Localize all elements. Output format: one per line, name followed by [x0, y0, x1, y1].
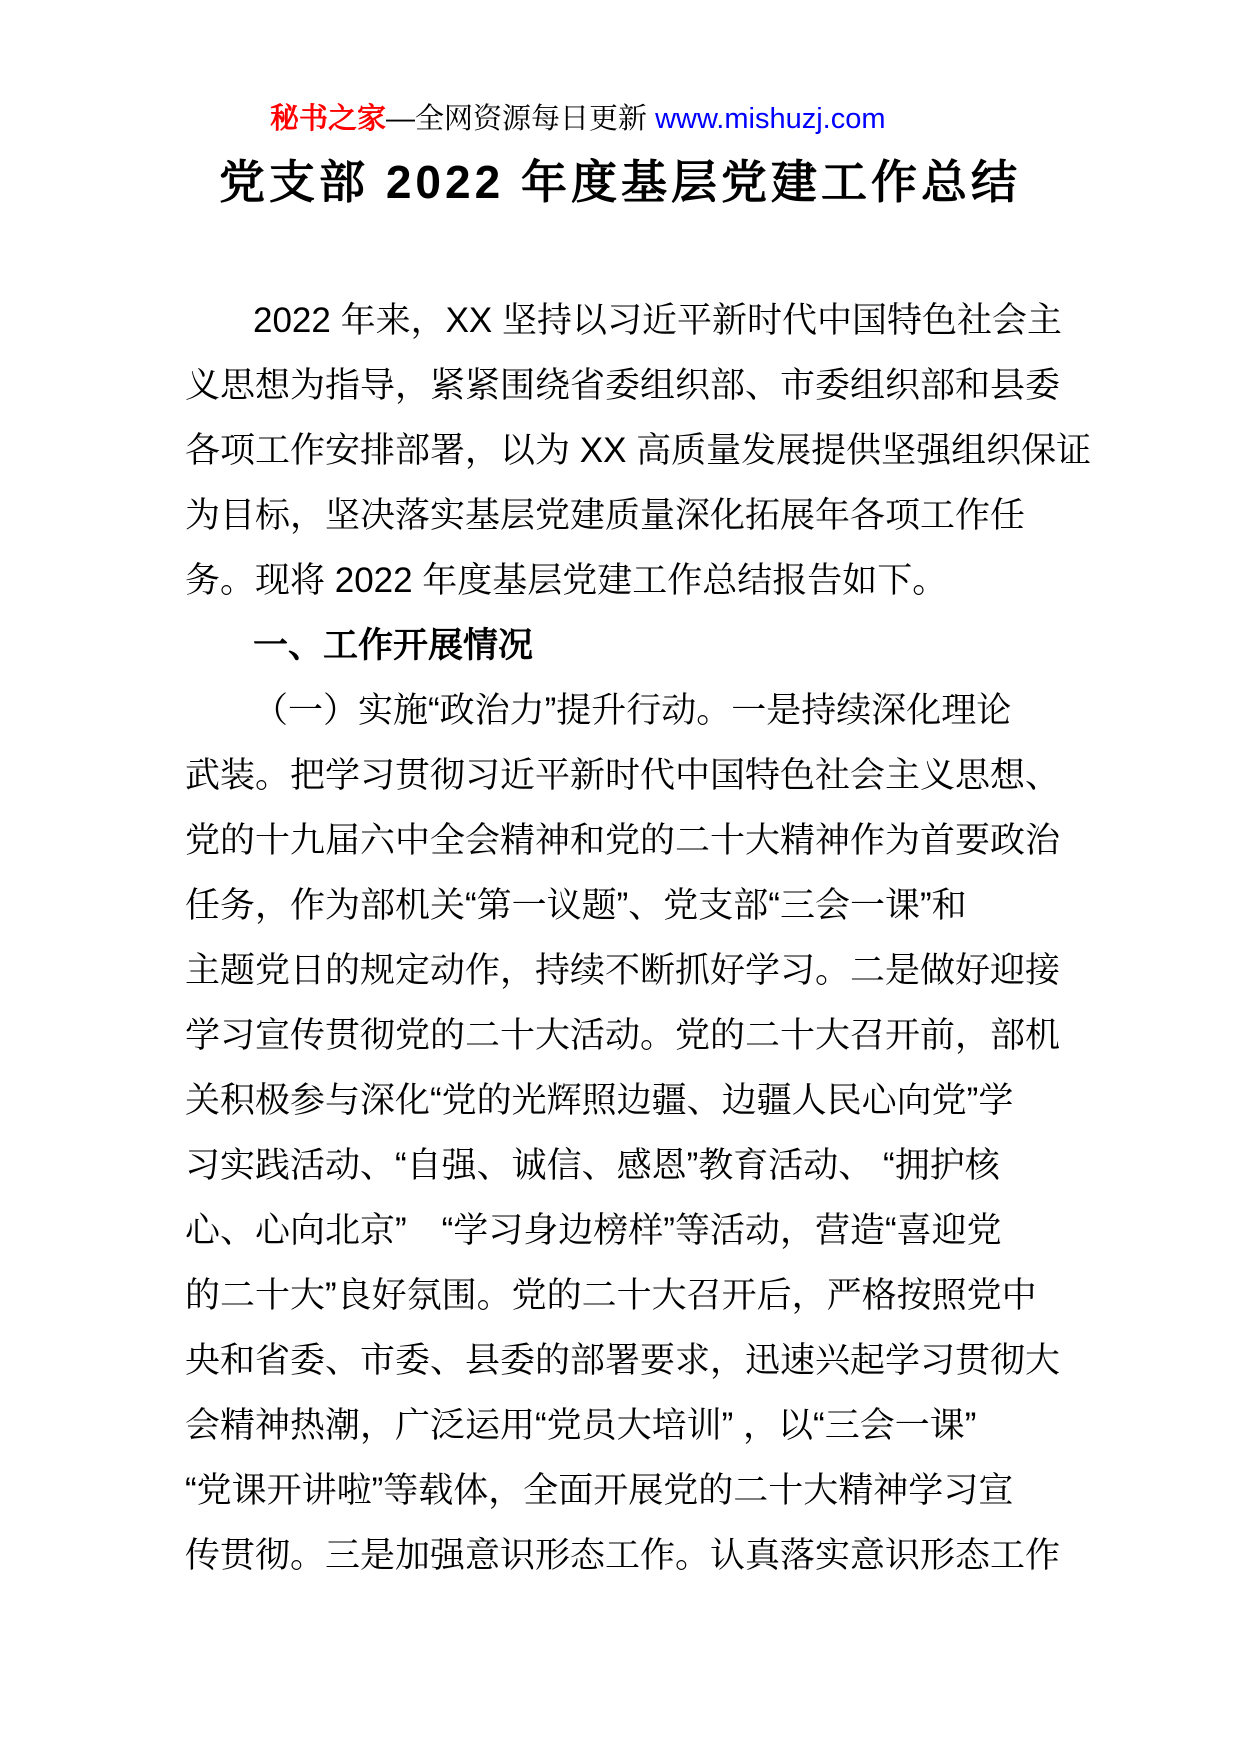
paragraph2-line: 习实践活动、“自强、诚信、感恩”教育活动、 “拥护核 — [185, 1146, 1000, 1185]
site-url-link[interactable]: www.mishuzj.com — [655, 103, 886, 135]
document-title: 党支部 2022 年度基层党建工作总结 — [219, 156, 1021, 208]
paragraph2-line: 武装。把学习贯彻习近平新时代中国特色社会主义思想、 — [185, 756, 1061, 795]
paragraph2-line: 学习宣传贯彻党的二十大活动。党的二十大召开前，部机 — [185, 1016, 1061, 1055]
paragraph2-line: （一）实施“政治力”提升行动。一是持续深化理论 — [253, 691, 1012, 730]
section-heading: 一、工作开展情况 — [253, 626, 534, 665]
paragraph2-line: 任务，作为部机关“第一议题”、党支部“三会一课”和 — [185, 886, 967, 925]
site-header — [270, 100, 886, 138]
paragraph2-line: 传贯彻。三是加强意识形态工作。认真落实意识形态工作 — [185, 1536, 1061, 1575]
paragraph1-line: 务。现将 2022 年度基层党建工作总结报告如下。 — [185, 561, 948, 600]
paragraph1-line: 义思想为指导，紧紧围绕省委组织部、市委组织部和县委 — [185, 366, 1061, 405]
paragraph2-line: 会精神热潮，广泛运用“党员大培训” ，以“三会一课” — [185, 1406, 977, 1445]
paragraph1-line: 各项工作安排部署，以为 XX 高质量发展提供坚强组织保证 — [185, 431, 1092, 470]
paragraph2-line: 关积极参与深化“党的光辉照边疆、边疆人民心向党”学 — [185, 1081, 1014, 1120]
paragraph2-line: “党课开讲啦”等载体，全面开展党的二十大精神学习宣 — [185, 1471, 1014, 1510]
paragraph2-line: 心、心向北京” “学习身边榜样”等活动，营造“喜迎党 — [185, 1211, 1002, 1250]
paragraph2-line: 央和省委、市委、县委的部署要求，迅速兴起学习贯彻大 — [185, 1341, 1061, 1380]
document-body — [185, 288, 1092, 1588]
paragraph1-line: 2022 年来，XX 坚持以习近平新时代中国特色社会主 — [253, 301, 1063, 340]
paragraph2-line: 主题党日的规定动作，持续不断抓好学习。二是做好迎接 — [185, 951, 1061, 990]
site-tagline: —全网资源每日更新 — [386, 103, 656, 135]
paragraph2-line: 党的十九届六中全会精神和党的二十大精神作为首要政治 — [185, 821, 1061, 860]
paragraph2-line: 的二十大”良好氛围。党的二十大召开后，严格按照党中 — [185, 1276, 1037, 1315]
site-name: 秘书之家 — [270, 103, 387, 135]
paragraph1-line: 为目标，坚决落实基层党建质量深化拓展年各项工作任 — [185, 496, 1026, 535]
